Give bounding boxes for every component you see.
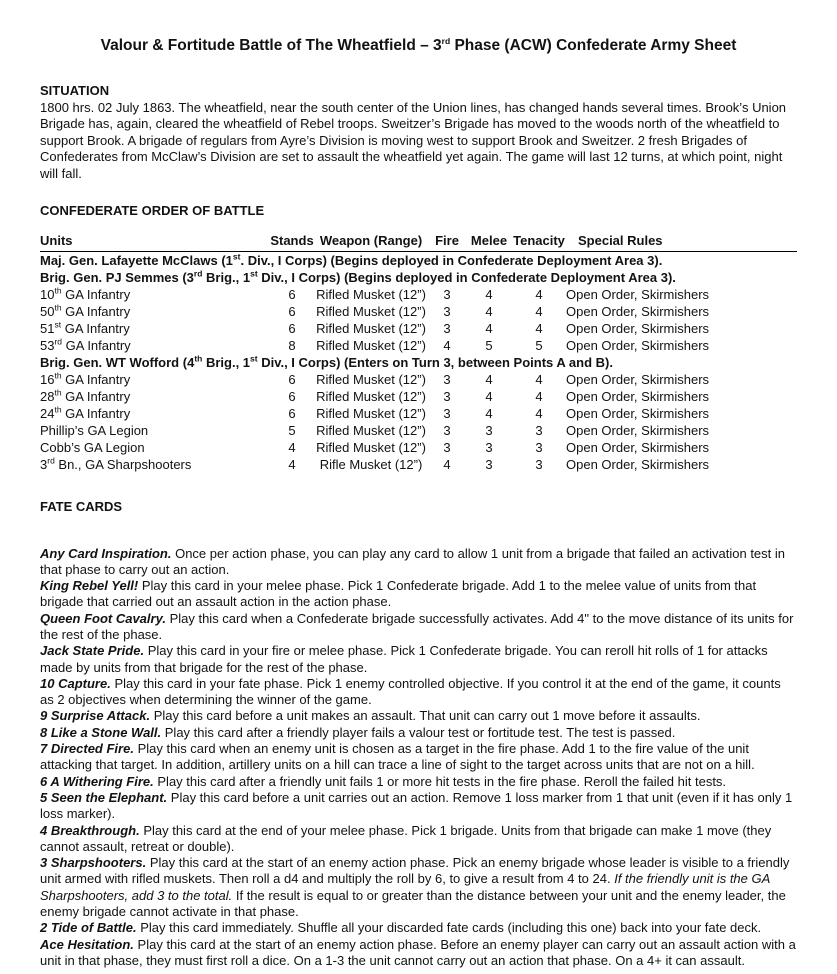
fate-card [40,855,797,920]
unit-row [40,303,797,320]
special-rules-cell: Open Order, Skirmishers [566,287,710,302]
fate-card-text: Once per action phase, you can play any card to allow 1 unit from a brigade that failed an activation test in that phase to carry out an action. [40,545,786,577]
fate-card-text: Play this card when an enemy unit is chosen as a target in the fire phase. Add 1 to the fire value of the unit attacking that target. In addition, artillery units on a hill can trace a line of sight to the target across units that are not on a hill. [40,741,755,773]
fire-cell: 3 [443,389,451,404]
fate-card-italic-text: If the friendly unit is the GA Sharpshooters, add 3 to the total. [40,871,770,903]
col-header-special-rules: Special Rules [566,233,797,252]
col-header-weapon: Weapon (Range) [314,233,428,252]
fire-cell: 3 [443,321,451,336]
special-rules-cell: Open Order, Skirmishers [566,321,710,336]
fate-card-name: Ace Hesitation. [40,936,134,952]
weapon-cell: Rifled Musket (12”) [316,423,426,438]
brigade-text: Brig. Gen. WT Wofford (4 [40,355,195,370]
special-rules-cell: Open Order, Skirmishers [566,406,710,421]
col-header-stands: Stands [270,233,314,252]
stands-cell: 6 [288,304,296,319]
unit-number: 16 [40,372,55,387]
situation-text: 1800 hrs. 02 July 1863. The wheatfield, near the south center of the Union lines, has changed hands several times. Brook’s Union Brigade has, again, cleared the wheatfield of Rebel troops. Sweitzer’s Brigade has moved to the woods north of the wheatfield to support Brook. A brigade of regulars from Ayre’s Division is moving west to support Brook and Sweitzer. 2 fresh Brigades of Confederates from McClaw’s Division are set to assault the wheatfield yet again. The game will last 12 turns, at which point, night will fall. [40,99,787,181]
tenacity-cell: 4 [535,321,543,336]
ordinal-superscript: rd [47,455,55,466]
fate-card-text: Play this card when a Confederate brigade successfully activates. Add 4" to the move distance of its units for the rest of the phase. [40,610,794,642]
weapon-cell: Rifled Musket (12”) [316,389,426,404]
unit-row [40,456,797,473]
unit-name-cell [40,337,270,354]
fate-card [40,611,797,644]
special-rules-cell: Open Order, Skirmishers [566,338,710,353]
fate-card-name: 2 Tide of Battle. [40,920,137,936]
col-header-fire: Fire [428,233,466,252]
fate-card [40,920,797,936]
ordinal-superscript: st [54,319,62,330]
unit-name: GA Infantry [61,304,131,319]
weapon-cell: Rifled Musket (12”) [316,372,426,387]
unit-name: GA Infantry [61,287,131,302]
order-of-battle-heading: CONFEDERATE ORDER OF BATTLE [40,203,265,218]
title-ordinal-superscript: rd [441,35,451,46]
brigade-label [40,269,797,286]
fate-card-text: Play this card at the start of an enemy action phase. Before an enemy player can carry out an assault action with a unit in that phase, they must first roll a dice. On a 1-3 the unit cannot carry out an action that phase. On a 4+ it can assault. [40,936,796,968]
fate-card-text: Play this card in your fire or melee phase. Pick 1 Confederate brigade. You can reroll hit rolls of 1 for attacks made by units from that brigade for the rest of the phase. [40,643,768,675]
ordinal-superscript: th [54,285,62,296]
brigade-text: Brig. Gen. PJ Semmes (3 [40,270,194,285]
fate-card-name: Jack State Pride. [40,643,145,659]
unit-name-cell [40,439,270,456]
fate-card-text: Play this card in your fate phase. Pick 1 enemy controlled objective. If you control it at the end of the game, it counts as 2 objectives when determining the winner of the game. [40,675,781,708]
fire-cell: 4 [443,457,451,472]
ordinal-superscript: rd [54,336,63,347]
fate-card-text: If the result is equal to or greater than the distance between your unit and the enemy leader, the enemy brigade cannot activate in that phase. [40,887,786,920]
unit-row [40,371,797,388]
brigade-text: Brig., 1 [202,355,251,370]
stands-cell: 6 [288,321,296,336]
tenacity-cell: 5 [535,338,543,353]
ordinal-superscript: th [54,404,62,415]
melee-cell: 4 [485,304,493,319]
unit-row [40,286,797,303]
melee-cell: 3 [485,440,493,455]
fate-card-text: Play this card after a friendly unit fails 1 or more hit tests in the fire phase. Reroll the failed hit tests. [157,773,727,789]
commander-text: Maj. Gen. Lafayette McClaws (1 [40,253,233,268]
order-of-battle-section [40,203,797,473]
unit-name-cell [40,286,270,303]
weapon-cell: Rifled Musket (12”) [316,440,426,455]
melee-cell: 3 [485,457,493,472]
fate-card [40,823,797,856]
ordinal-superscript: th [54,370,62,381]
table-header-row [40,233,797,252]
tenacity-cell: 3 [535,440,543,455]
unit-name: Cobb’s GA Legion [40,440,145,455]
fate-card [40,708,797,724]
fate-card [40,741,797,774]
fate-card-text: Play this card immediately. Shuffle all your discarded fate cards (including this one) back into your fate deck. [140,920,762,936]
page-title [40,36,797,56]
special-rules-cell: Open Order, Skirmishers [566,423,710,438]
fate-card-name: 3 Sharpshooters. [40,855,147,871]
fire-cell: 3 [443,304,451,319]
fate-card-name: 6 A Withering Fire. [40,773,154,789]
ordinal-superscript: st [250,353,258,364]
weapon-cell: Rifle Musket (12”) [319,457,423,472]
fate-cards-list [40,546,797,970]
unit-number: 51 [40,321,55,336]
unit-row [40,320,797,337]
special-rules-cell: Open Order, Skirmishers [566,304,710,319]
unit-number: 53 [40,338,55,353]
unit-row [40,422,797,439]
fire-cell: 3 [443,423,451,438]
stands-cell: 6 [288,406,296,421]
unit-name-cell [40,388,270,405]
unit-name: GA Infantry [62,338,131,353]
brigade-row-semmes [40,269,797,286]
melee-cell: 3 [485,423,493,438]
unit-name: GA Infantry [61,321,130,336]
melee-cell: 4 [485,287,493,302]
tenacity-cell: 3 [535,457,543,472]
unit-number: 24 [40,406,55,421]
fate-card-name: 8 Like a Stone Wall. [40,724,162,740]
ordinal-superscript: st [250,268,258,279]
fate-card-name: 9 Surprise Attack. [40,708,151,724]
ordinal-superscript: th [54,302,62,313]
stands-cell: 6 [288,287,296,302]
stands-cell: 5 [288,423,296,438]
weapon-cell: Rifled Musket (12”) [316,287,426,302]
fate-card-text: Play this card before a unit makes an assault. That unit can carry out 1 move before it assaults. [153,708,701,724]
fate-card [40,643,797,676]
unit-name: GA Infantry [61,389,131,404]
weapon-cell: Rifled Musket (12”) [316,338,426,353]
fate-card [40,546,797,579]
unit-number: 10 [40,287,55,302]
stands-cell: 8 [288,338,296,353]
unit-name: GA Infantry [61,406,131,421]
brigade-text: Div., I Corps) (Begins deployed in Confederate Deployment Area 3). [257,270,676,285]
fate-card [40,578,797,611]
fate-card-text: Play this card before a unit carries out an action. Remove 1 loss marker from 1 that unit (even if it has only 1 loss marker). [40,789,793,822]
fate-card-name: King Rebel Yell! [40,578,139,594]
unit-name-cell [40,320,270,337]
commander-row-mcclaws [40,252,797,270]
col-header-tenacity: Tenacity [512,233,566,252]
fate-card-text: Play this card after a friendly player fails a valour test or fortitude test. The test is passed. [164,724,676,740]
ordinal-superscript: th [54,387,62,398]
special-rules-cell: Open Order, Skirmishers [566,372,710,387]
fate-card-name: 4 Breakthrough. [40,822,140,838]
fire-cell: 3 [443,287,451,302]
fate-card [40,725,797,741]
commander-text: . Div., I Corps) (Begins deployed in Confederate Deployment Area 3). [240,253,663,268]
unit-name: Bn., GA Sharpshooters [54,457,192,472]
unit-name: Phillip’s GA Legion [40,423,149,438]
unit-row [40,439,797,456]
melee-cell: 4 [485,321,493,336]
unit-row [40,388,797,405]
unit-name: GA Infantry [61,372,131,387]
weapon-cell: Rifled Musket (12”) [316,321,426,336]
brigade-row-wofford [40,354,797,371]
col-header-units: Units [40,233,270,252]
fate-card-name: Any Card Inspiration. [40,545,172,561]
fate-card-name: 5 Seen the Elephant. [40,789,168,805]
unit-row [40,405,797,422]
fate-card [40,774,797,790]
unit-name-cell [40,422,270,439]
situation-section [40,83,797,182]
melee-cell: 4 [485,406,493,421]
commander-label [40,252,797,270]
unit-number: 28 [40,389,55,404]
fate-cards-section [40,499,797,969]
unit-name-cell [40,303,270,320]
tenacity-cell: 4 [535,304,543,319]
ordinal-superscript: rd [193,268,203,279]
fate-cards-heading: FATE CARDS [40,499,123,514]
unit-name-cell [40,371,270,388]
brigade-text: Brig., 1 [202,270,251,285]
brigade-label [40,354,797,371]
stands-cell: 4 [288,457,296,472]
fate-card-text: Play this card in your melee phase. Pick 1 Confederate brigade. Add 1 to the melee value of units from that brigade that carried out an assault action in the action phase. [40,578,757,610]
fate-card [40,790,797,823]
melee-cell: 5 [485,338,493,353]
melee-cell: 4 [485,389,493,404]
fate-card-text: Play this card at the start of an enemy action phase. Pick an enemy brigade whose leader is visible to a friendly unit armed with rifled muskets. Then roll a d4 and multiply the roll by 6, to give a result from 4 to 24. [40,855,790,887]
fire-cell: 3 [443,440,451,455]
unit-row [40,337,797,354]
melee-cell: 4 [485,372,493,387]
order-of-battle-table [40,233,797,474]
tenacity-cell: 4 [535,389,543,404]
brigade-text: Div., I Corps) (Enters on Turn 3, between Points A and B). [257,355,613,370]
fire-cell: 3 [443,372,451,387]
stands-cell: 6 [288,372,296,387]
tenacity-cell: 4 [535,287,543,302]
title-text-start: Valour & Fortitude Battle of The Wheatfield – 3 [100,37,442,54]
fate-card-name: 10 Capture. [40,675,111,691]
unit-number: 50 [40,304,55,319]
tenacity-cell: 4 [535,406,543,421]
special-rules-cell: Open Order, Skirmishers [566,457,710,472]
situation-heading: SITUATION [40,83,110,98]
unit-number: 3 [40,457,48,472]
stands-cell: 4 [288,440,296,455]
tenacity-cell: 3 [535,423,543,438]
fate-card [40,937,797,970]
tenacity-cell: 4 [535,372,543,387]
fire-cell: 3 [443,406,451,421]
fate-card-text: Play this card at the end of your melee phase. Pick 1 brigade. Units from that brigade can make 1 move (they cannot assault, retreat or double). [40,822,772,854]
weapon-cell: Rifled Musket (12”) [316,406,426,421]
fate-card [40,676,797,709]
stands-cell: 6 [288,389,296,404]
fate-card-name: Queen Foot Cavalry. [40,610,166,626]
weapon-cell: Rifled Musket (12”) [316,304,426,319]
ordinal-superscript: st [232,251,241,262]
fate-card-name: 7 Directed Fire. [40,741,134,757]
special-rules-cell: Open Order, Skirmishers [566,389,710,404]
title-text-end: Phase (ACW) Confederate Army Sheet [450,37,737,54]
ordinal-superscript: th [194,353,203,364]
unit-name-cell [40,405,270,422]
col-header-melee: Melee [466,233,512,252]
fire-cell: 4 [443,338,451,353]
unit-name-cell [40,456,270,473]
special-rules-cell: Open Order, Skirmishers [566,440,710,455]
